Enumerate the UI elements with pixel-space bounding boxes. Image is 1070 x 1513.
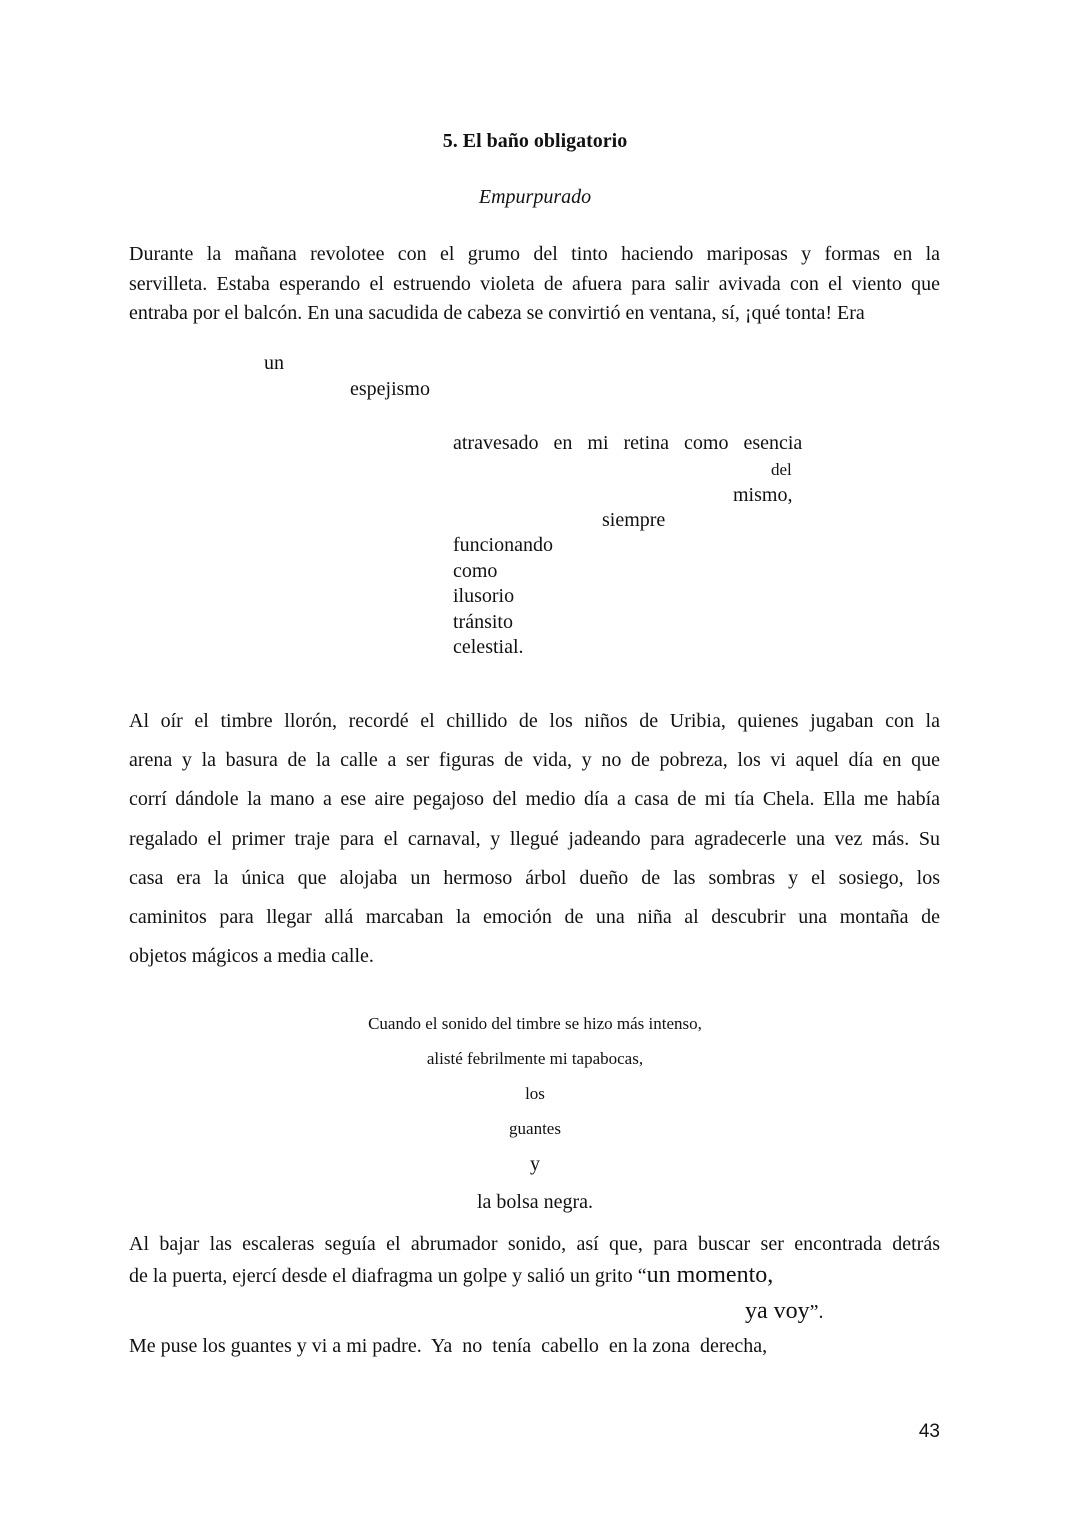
paragraph-3 [129,1230,940,1260]
poem-line: la bolsa negra. [476,1191,594,1213]
paragraph-line [129,1262,773,1289]
paragraph-line: objetos mágicos a media calle. [129,945,374,968]
paragraph-line: Al oír el timbre llorón, recordé el chillido de los niños de Uribia, quienes jugaban con la [129,710,940,732]
poem-word: espejismo [350,378,430,400]
poem-word: como [453,560,498,582]
poem-word: mismo, [733,484,793,506]
paragraph-1 [129,240,940,329]
poem-line: los [525,1084,545,1103]
poem-word: siempre [602,509,666,531]
poem-line: y [530,1153,540,1175]
shout-text: un momento, [646,1262,774,1288]
paragraph-line: corrí dándole la mano a ese aire pegajoso del medio día a casa de mi tía Chela. Ella me había [129,788,940,811]
poem-line: guantes [509,1119,561,1138]
paragraph-line: Durante la mañana revolotee con el grumo del tinto haciendo mariposas y formas en la [129,243,940,265]
paragraph-text: ”. [809,1301,824,1323]
paragraph-line: Al bajar las escaleras seguía el abrumador sonido, así que, para buscar ser encontrada detrás [129,1233,940,1255]
paragraph-line [745,1298,824,1325]
poem-line: Cuando el sonido del timbre se hizo más intenso, [368,1014,702,1033]
paragraph-text: de la puerta, ejercí desde el diafragma un golpe y salió un grito “ [129,1265,647,1287]
paragraph-line: casa era la única que alojaba un hermoso árbol dueño de las sombras y el sosiego, los [129,866,940,889]
paragraph-line: regalado el primer traje para el carnaval, y llegué jadeando para agradecerle una vez más. Su [129,827,940,850]
poem-line: alisté febrilmente mi tapabocas, [426,1049,644,1068]
paragraph-2 [129,702,940,976]
paragraph-line: caminitos para llegar allá marcaban la emoción de una niña al descubrir una montaña de [129,906,940,929]
paragraph-4: Me puse los guantes y vi a mi padre. Ya no tenía cabello en la zona derecha, [129,1335,768,1357]
poem-word: tránsito [453,611,513,633]
shout-text: ya voy [745,1298,810,1324]
paragraph-line: servilleta. Estaba esperando el estruendo violeta de afuera para salir avivada con el viento que [129,272,940,295]
chapter-title: 5. El baño obligatorio [442,130,628,152]
page-number: 43 [918,1421,940,1442]
poem-word: ilusorio [453,585,515,607]
poem-word: del [771,460,792,479]
poem-word: un [264,352,284,374]
poem-word: celestial. [453,636,524,658]
paragraph-line: arena y la basura de la calle a ser figuras de vida, y no de pobreza, los vi aquel día en que [129,749,940,772]
poem-word: funcionando [453,534,553,556]
poem-line: atravesado en mi retina como esencia [453,432,803,454]
paragraph-line: entraba por el balcón. En una sacudida de cabeza se convirtió en ventana, sí, ¡qué tonta! Era [129,302,865,324]
chapter-subtitle: Empurpurado [478,186,592,208]
